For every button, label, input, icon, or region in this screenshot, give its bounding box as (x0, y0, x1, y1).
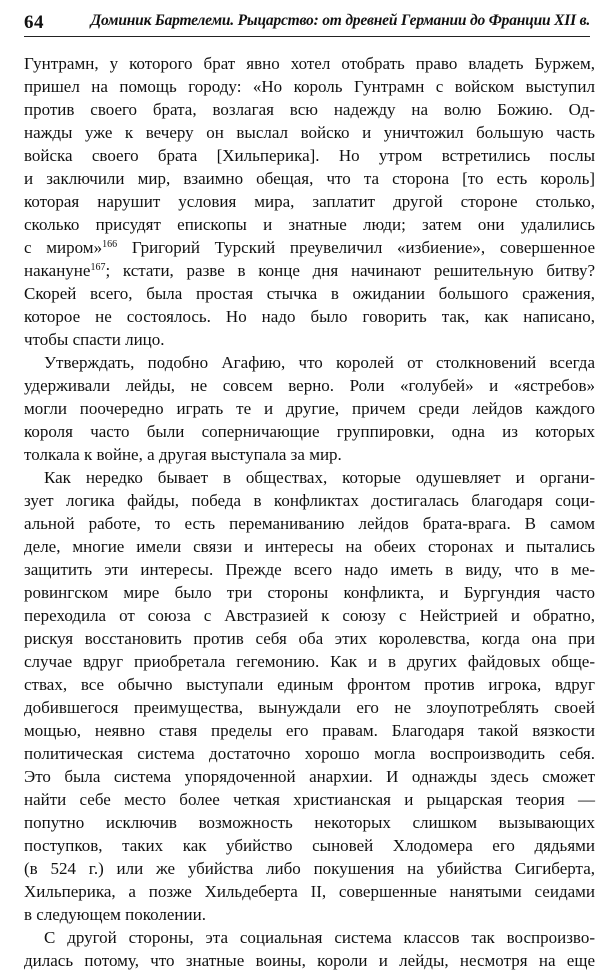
line-text: с миром» (24, 238, 103, 257)
text-line-with-footnote (24, 236, 595, 259)
text-line: короля часто были соперничающие группировки, одна из которых (24, 422, 595, 441)
text-line-with-footnote (24, 259, 595, 282)
text-line: которое не состоялось. Но надо было говорить так, как написано, (24, 307, 595, 326)
text-line: в следующем поколении. (24, 905, 206, 924)
text-line: которая нарушит условия мира, заплатит другой стороне столько, (24, 192, 595, 211)
text-line: добившегося преимущества, вынуждали его не злоупотреблять своей (24, 698, 595, 717)
body-text (24, 52, 595, 972)
text-line: пришел на помощь городу: «Но король Гунтрамн с войском выступил (24, 77, 595, 96)
footnote-ref-166[interactable]: 166 (102, 239, 118, 250)
text-line: рискуя восстановить против себя оба этих королевства, когда она при (24, 629, 595, 648)
text-line: защитить эти интересы. Прежде всего надо иметь в виду, что в ме- (24, 560, 595, 579)
text-line: ровингском мире было три стороны конфликта, и Бургундия часто (24, 583, 595, 602)
text-line: удерживали лейды, не совсем верно. Роли «голубей» и «ястребов» (24, 376, 595, 395)
text-line: нажды уже к вечеру он выслал войско и уничтожил большую часть (24, 123, 595, 142)
text-line: переходила от союза с Австразией к союзу с Нейстрией и обратно, (24, 606, 595, 625)
text-line: могли поочередно играть те и другие, причем среди лейдов каждого (24, 399, 595, 418)
text-line: Хильперика, а позже Хильдеберта II, совершенные нанятыми сеидами (24, 882, 595, 901)
text-line: политическая система достаточно хорошо могла воспроизводить себя. (24, 744, 595, 763)
text-line: Утверждать, подобно Агафию, что королей от столкновений всегда (44, 353, 595, 372)
text-line: зует логика файды, победа в конфликтах достигалась благодаря соци- (24, 491, 595, 510)
text-line: случае вдруг приобретала гегемонию. Как и в других файдовых обще- (24, 652, 595, 671)
page-number: 64 (24, 12, 44, 33)
text-line: С другой стороны, эта социальная система классов так воспроизво- (44, 928, 595, 947)
line-text: накануне (24, 261, 91, 280)
text-line: (в 524 г.) или же убийства либо покушения на убийства Сигиберта, (24, 859, 595, 878)
text-line: найти себе место более четкая христианская и рыцарская теория — (24, 790, 595, 809)
text-line: чтобы спасти лицо. (24, 330, 165, 349)
text-line: Это была система упорядоченной анархии. И однажды здесь сможет (24, 767, 595, 786)
running-header (24, 10, 590, 37)
text-line: Как нередко бывает в обществах, которые одушевляет и органи- (44, 468, 595, 487)
line-text: ; кстати, разве в конце дня начинают решительную битву? (105, 261, 595, 280)
text-line: против своего брата, возлагая всю надежду на волю Божию. Од- (24, 100, 595, 119)
text-line: толкала к войне, а другая выступала за мир. (24, 445, 342, 464)
paragraph (24, 926, 595, 972)
footnote-ref-167[interactable]: 167 (90, 262, 106, 273)
text-line: сколько присудят епископы и знатные люди; затем они удалились (24, 215, 595, 234)
text-line: Скорей всего, была простая стычка в ожидании большого сражения, (24, 284, 595, 303)
text-line: и заключили мир, взаимно обещая, что та сторона [то есть король] (24, 169, 595, 188)
running-title: Доминик Бартелеми. Рыцарство: от древней Германии до Франции XII в. (90, 12, 590, 29)
text-line: альной работе, то есть переманиванию лейдов брата-врага. В самом (24, 514, 595, 533)
text-line: попутно исключив возможность некоторых слишком вызывающих (24, 813, 595, 832)
text-line: деле, многие имели связи и интересы на обеих сторонах и пытались (24, 537, 595, 556)
text-line: ствах, все обычно выступали единым фронтом против игрока, вдруг (24, 675, 595, 694)
paragraph (24, 52, 595, 351)
paragraph (24, 466, 595, 926)
text-line: дилась потому, что знатные воины, короли и лейды, несмотря на еще (24, 951, 595, 970)
text-line: войска своего брата [Хильперика]. Но утром встретились послы (24, 146, 595, 165)
line-text: Григорий Турский преувеличил «избиение», совершенное (117, 238, 595, 257)
text-line: мощью, неявно ставя пределы его правам. Благодаря такой вязкости (24, 721, 595, 740)
text-line: Гунтрамн, у которого брат явно хотел отобрать право владеть Буржем, (24, 54, 595, 73)
text-line: поступков, таких как убийство сыновей Хлодомера его дядьями (24, 836, 595, 855)
paragraph (24, 351, 595, 466)
